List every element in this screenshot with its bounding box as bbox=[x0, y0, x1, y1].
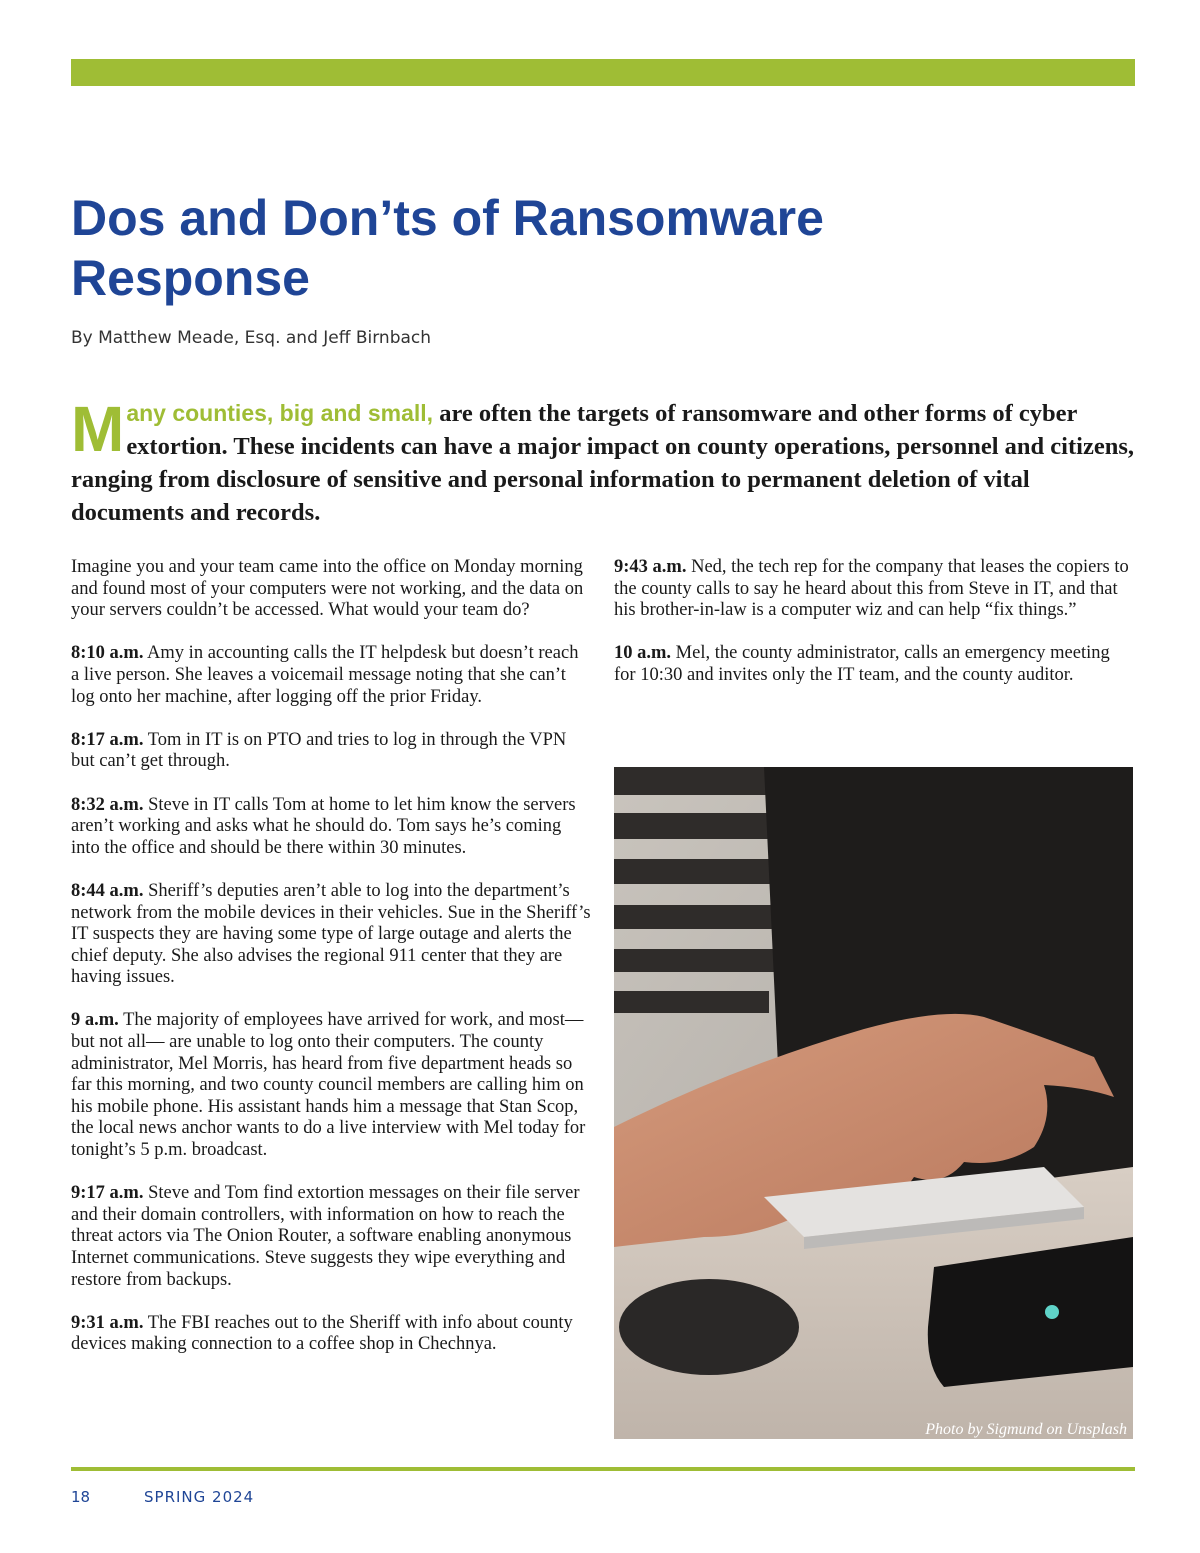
timeline-entry bbox=[614, 557, 1134, 622]
entry-text: The majority of employees have arrived for work, and most—but not all— are unable to log onto their computers. The county administrator, Mel Morris, has heard from five department heads so far this morning, and two county council members are calling him on his mobile phone. His assistant hands him a message that Stan Scop, the local news anchor wants to do a live interview with Mel today for tonight’s 5 p.m. broadcast. bbox=[71, 1010, 586, 1161]
timeline-entry bbox=[71, 795, 591, 860]
intro-lead: any counties, big and small, bbox=[126, 400, 434, 426]
entry-time: 10 a.m. bbox=[614, 643, 672, 664]
entry-time: 8:10 a.m. bbox=[71, 643, 144, 664]
entry-text: Mel, the county administrator, calls an emergency meeting for 10:30 and invites only the IT team, and the county auditor. bbox=[614, 643, 1110, 685]
timeline-entry bbox=[614, 643, 1134, 686]
top-accent-bar bbox=[71, 59, 1135, 86]
article-title: Dos and Don’ts of Ransomware Response bbox=[71, 190, 824, 306]
entry-time: 9:17 a.m. bbox=[71, 1183, 144, 1204]
entry-time: 9:43 a.m. bbox=[614, 557, 687, 577]
entry-time: 8:44 a.m. bbox=[71, 880, 144, 901]
entry-text: Sheriff’s deputies aren’t able to log into the department’s network from the mobile devices in their vehicles. Sue in the Sheriff’s IT suspects they are having some type of large outage and alerts the chief deputy. She also advises the regional 911 center that they are having issues. bbox=[71, 880, 591, 988]
drop-cap: M bbox=[71, 393, 125, 465]
page-number: 18 bbox=[71, 1488, 91, 1506]
intro-text: are often the targets of ransomware and other forms of cyber extortion. These incidents can have a major impact on county operations, personnel and citizens, ranging from disclosure of sensitive and personal information to permanent deletion of vital documents and records. bbox=[71, 400, 1134, 526]
entry-text: Ned, the tech rep for the company that leases the copiers to the county calls to say he heard about this from Steve in IT, and that his brother-in-law is a computer wiz and can help “fix things.” bbox=[614, 557, 1129, 621]
photo-caption: Photo by Sigmund on Unsplash bbox=[925, 1421, 1127, 1438]
entry-time: 9 a.m. bbox=[71, 1010, 119, 1031]
timeline-entry bbox=[71, 730, 591, 773]
timeline-entry bbox=[71, 881, 591, 989]
left-column bbox=[71, 557, 591, 1378]
byline: By Matthew Meade, Esq. and Jeff Birnbach bbox=[71, 328, 432, 348]
timeline-entry bbox=[71, 1010, 591, 1161]
bottom-rule bbox=[71, 1467, 1135, 1471]
right-column bbox=[614, 557, 1134, 708]
timeline-entry bbox=[71, 643, 591, 708]
entry-text: The FBI reaches out to the Sheriff with info about county devices making connection to a coffee shop in Chechnya. bbox=[71, 1312, 573, 1355]
entry-text: Steve and Tom find extortion messages on their file server and their domain controllers, with information on how to reach the threat actors via The Onion Router, a software enabling anonymous Internet communications. Steve suggests they wipe everything and restore from backups. bbox=[71, 1183, 580, 1290]
intro-paragraph bbox=[71, 393, 1135, 529]
issue-label: SPRING 2024 bbox=[144, 1488, 255, 1506]
entry-time: 9:31 a.m. bbox=[71, 1312, 144, 1333]
entry-time: 8:17 a.m. bbox=[71, 729, 144, 750]
keyboard-photo bbox=[614, 767, 1133, 1439]
photo-illustration bbox=[614, 767, 1133, 1439]
opening-paragraph: Imagine you and your team came into the office on Monday morning and found most of your computers were not working, and the data on your servers couldn’t be accessed. What would your team do? bbox=[71, 557, 584, 621]
timeline-entry bbox=[71, 1313, 591, 1356]
entry-time: 8:32 a.m. bbox=[71, 794, 144, 815]
entry-text: Amy in accounting calls the IT helpdesk but doesn’t reach a live person. She leaves a voicemail message noting that she can’t log onto her machine, after logging off the prior Friday. bbox=[71, 643, 579, 707]
timeline-entry bbox=[71, 1183, 591, 1291]
entry-text: Steve in IT calls Tom at home to let him know the servers aren’t working and asks what he should do. Tom says he’s coming into the office and should be there within 30 minutes. bbox=[71, 794, 576, 858]
entry-text: Tom in IT is on PTO and tries to log in through the VPN but can’t get through. bbox=[71, 729, 567, 772]
